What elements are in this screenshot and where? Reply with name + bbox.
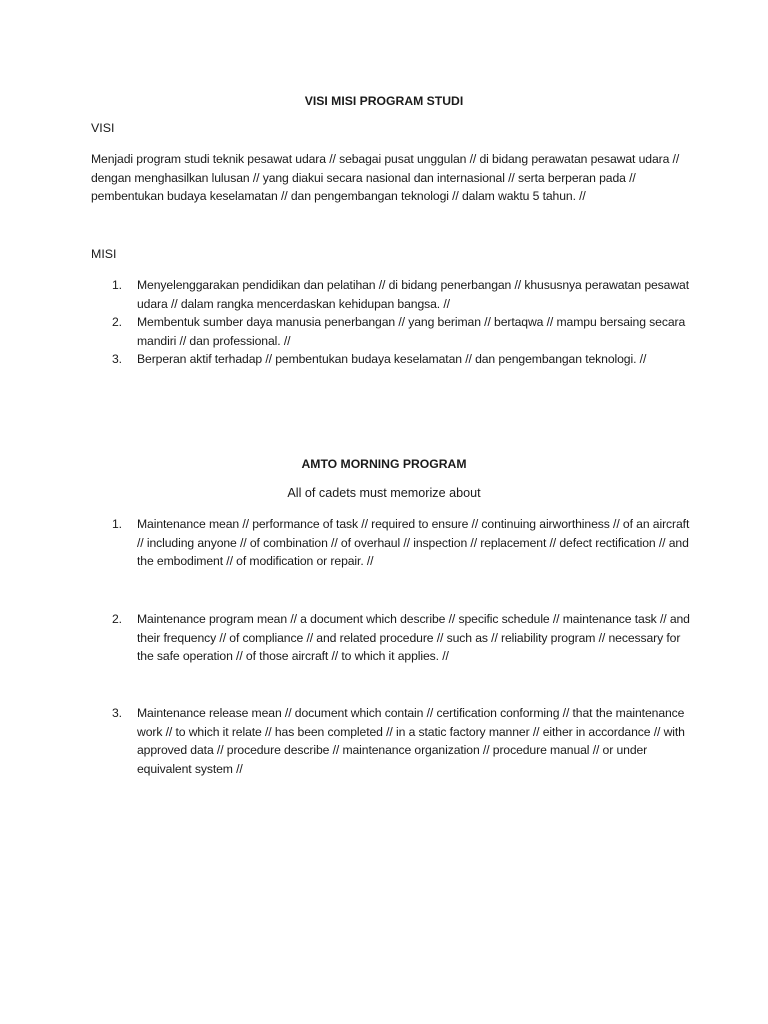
list-number: 1.	[112, 278, 122, 292]
document-title: VISI MISI PROGRAM STUDI	[304, 94, 464, 108]
amto-list	[91, 704, 691, 778]
amto-list	[91, 610, 691, 666]
misi-list-item	[91, 350, 691, 369]
visi-label: VISI	[91, 121, 115, 135]
amto-list-item	[91, 704, 691, 778]
list-item-text: Maintenance release mean // document which contain // certification conforming // that the maintenance work // to which it relate // has been completed // in a static factory manner // either in accordance // with approved data // procedure describe // maintenance organization // procedure manual // or under equivalent system //	[137, 706, 685, 776]
amto-subtitle: All of cadets must memorize about	[287, 486, 481, 500]
misi-list-item	[91, 313, 691, 350]
list-number: 1.	[112, 517, 122, 531]
amto-title: AMTO MORNING PROGRAM	[301, 457, 467, 471]
misi-list-item	[91, 276, 691, 313]
list-item-text: Maintenance mean // performance of task // required to ensure // continuing airworthiness // of an aircraft // including anyone // of combination // of overhaul // inspection // replacement // defect rectification // and the embodiment // of modification or repair. //	[137, 517, 690, 569]
list-number: 2.	[112, 315, 122, 330]
list-item-text: Maintenance program mean // a document which describe // specific schedule // maintenance task // and their frequency // of compliance // and related procedure // such as // reliability program // necessary for the safe operation // of those aircraft // to which it applies. //	[137, 612, 690, 664]
list-number: 2.	[112, 612, 122, 626]
misi-list	[91, 276, 691, 369]
list-number: 3.	[112, 352, 122, 367]
misi-label: MISI	[91, 247, 117, 261]
amto-list-item	[91, 610, 691, 666]
amto-list-item	[91, 515, 691, 571]
list-item-text: Menyelenggarakan pendidikan dan pelatihan // di bidang penerbangan // khususnya perawatan pesawat udara // dalam rangka mencerdaskan kehidupan bangsa. //	[137, 278, 690, 311]
visi-paragraph: Menjadi program studi teknik pesawat udara // sebagai pusat unggulan // di bidang perawatan pesawat udara // dengan menghasilkan lulusan // yang diakui secara nasional dan internasional // serta berperan pada // pembentukan budaya keselamatan // dan pengembangan teknologi // dalam waktu 5 tahun. //	[91, 152, 680, 204]
list-item-text: Membentuk sumber daya manusia penerbangan // yang beriman // bertaqwa // mampu bersaing secara mandiri // dan professional. //	[137, 315, 686, 348]
amto-list	[91, 515, 691, 571]
list-number: 3.	[112, 706, 122, 720]
list-item-text: Berperan aktif terhadap // pembentukan budaya keselamatan // dan pengembangan teknologi. //	[137, 352, 647, 367]
